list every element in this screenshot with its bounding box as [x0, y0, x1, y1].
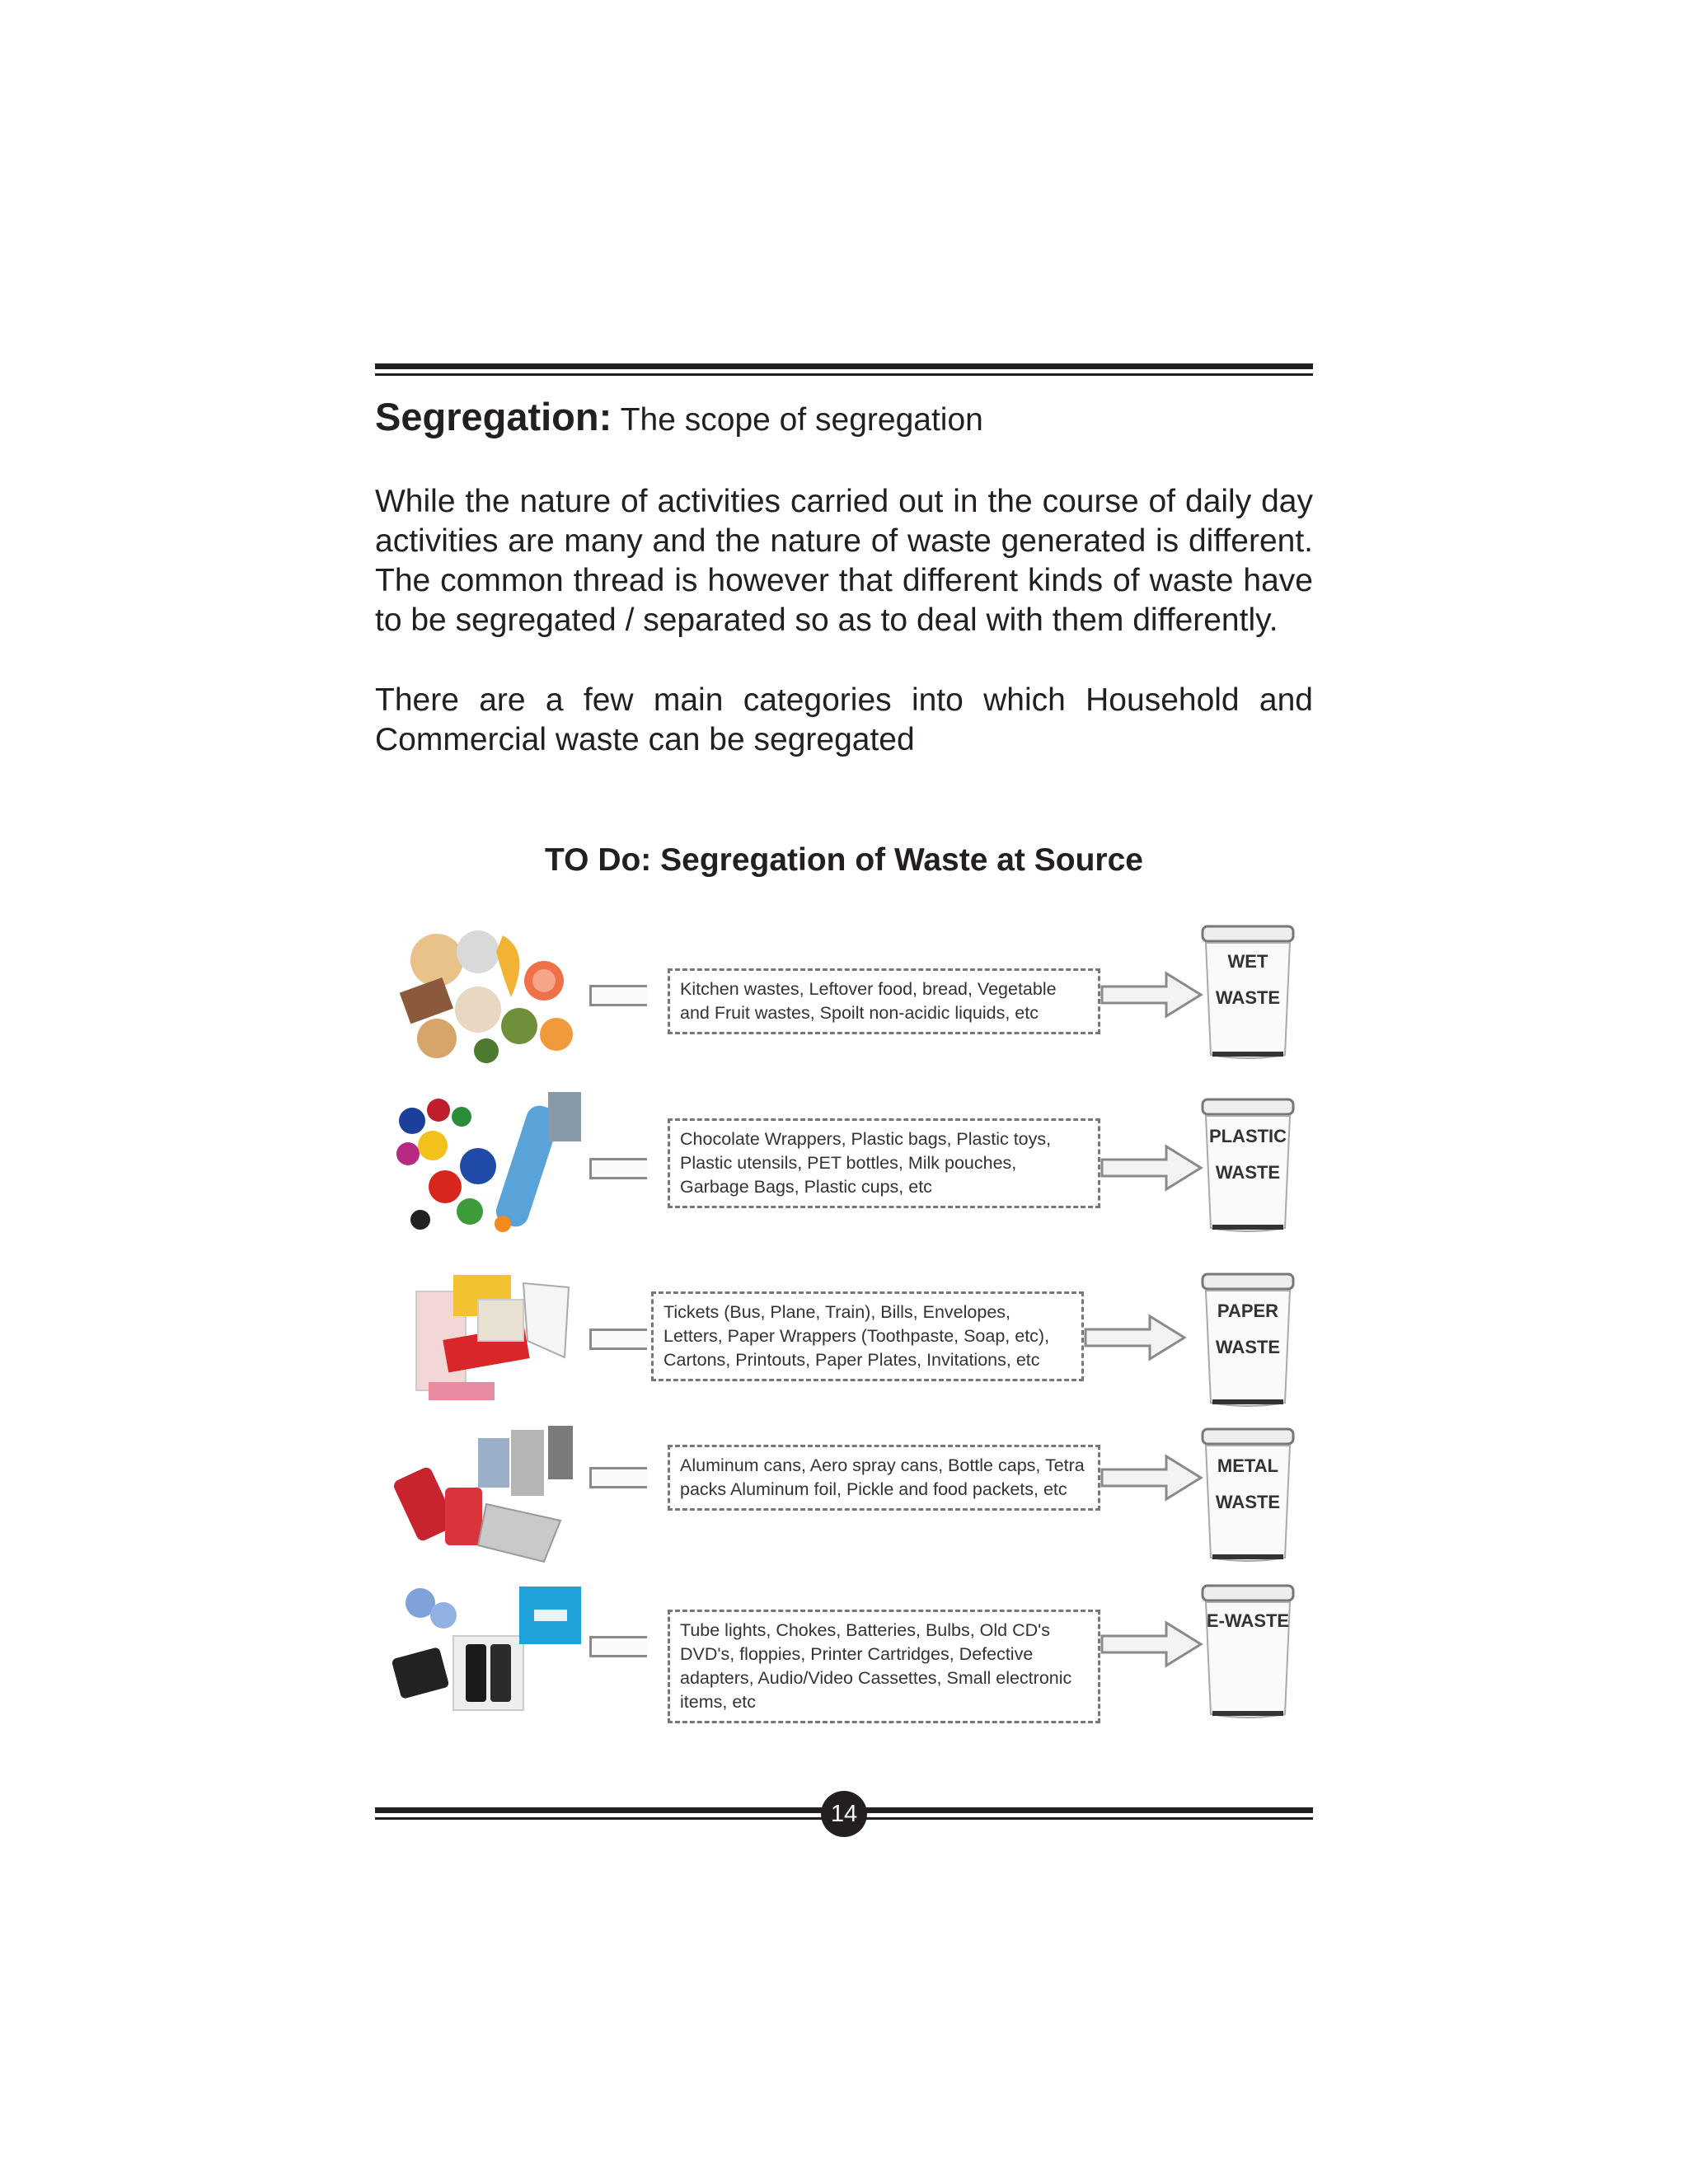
connector-bar: [589, 1329, 647, 1350]
section-title: Segregation:: [375, 395, 612, 438]
fruits-and-food-icon: [387, 919, 585, 1067]
connector-bar: [589, 1467, 647, 1488]
top-rule: [375, 363, 1313, 377]
arrow-right-icon: [1100, 1143, 1203, 1193]
electronics-icon: [387, 1578, 585, 1727]
section-heading: [375, 394, 983, 439]
page-number: 14: [821, 1791, 867, 1837]
connector-bar: [589, 1636, 647, 1657]
arrow-right-icon: [1100, 970, 1203, 1019]
segregation-row-wet: [387, 919, 1311, 1076]
segregation-row-plastic: [387, 1092, 1311, 1249]
segregation-row-ewaste: [387, 1578, 1311, 1735]
paper-waste-bin-label: PAPER WASTE: [1215, 1301, 1281, 1357]
paper-waste-description: Tickets (Bus, Plane, Train), Bills, Envelopes, Letters, Paper Wrappers (Toothpaste, Soap, etc), Cartons, Printouts, Paper Plates, Invitations, etc: [651, 1291, 1084, 1381]
categories-paragraph: There are a few main categories into which Household and Commercial waste can be segregated: [375, 682, 1313, 757]
plastic-waste-description: Chocolate Wrappers, Plastic bags, Plastic toys, Plastic utensils, PET bottles, Milk pouches, Garbage Bags, Plastic cups, etc: [668, 1118, 1100, 1208]
segregation-row-paper: [387, 1267, 1311, 1423]
intro-paragraph: While the nature of activities carried out in the course of daily day activities are many and the nature of waste generated is different. The common thread is however that different kinds of waste have to be segregated / separated so as to deal with them differently.: [375, 484, 1313, 638]
section-subtitle: The scope of segregation: [620, 402, 983, 438]
figure-title: TO Do: Segregation of Waste at Source: [545, 842, 1143, 878]
plastic-items-icon: [387, 1092, 585, 1240]
e-waste-bin-label: E-WASTE: [1206, 1610, 1290, 1631]
arrow-right-icon: [1084, 1313, 1187, 1362]
arrow-right-icon: [1100, 1619, 1203, 1669]
paper-items-icon: [387, 1267, 585, 1415]
wet-waste-bin-label: WET WASTE: [1215, 951, 1281, 1008]
metal-waste-description: Aluminum cans, Aero spray cans, Bottle caps, Tetra packs Aluminum foil, Pickle and food packets, etc: [668, 1445, 1100, 1511]
segregation-row-metal: [387, 1422, 1311, 1578]
arrow-right-icon: [1100, 1453, 1203, 1502]
plastic-waste-bin-label: PLASTIC WASTE: [1208, 1126, 1287, 1183]
e-waste-description: Tube lights, Chokes, Batteries, Bulbs, Old CD's DVD's, floppies, Printer Cartridges, Defective adapters, Audio/Video Cassettes, Small electronic items, etc: [668, 1610, 1100, 1723]
wet-waste-description: Kitchen wastes, Leftover food, bread, Vegetable and Fruit wastes, Spoilt non-acidic liquids, etc: [668, 968, 1100, 1034]
metal-waste-bin-label: METAL WASTE: [1215, 1455, 1281, 1512]
connector-bar: [589, 985, 647, 1006]
metal-cans-icon: [387, 1422, 585, 1570]
connector-bar: [589, 1158, 647, 1179]
